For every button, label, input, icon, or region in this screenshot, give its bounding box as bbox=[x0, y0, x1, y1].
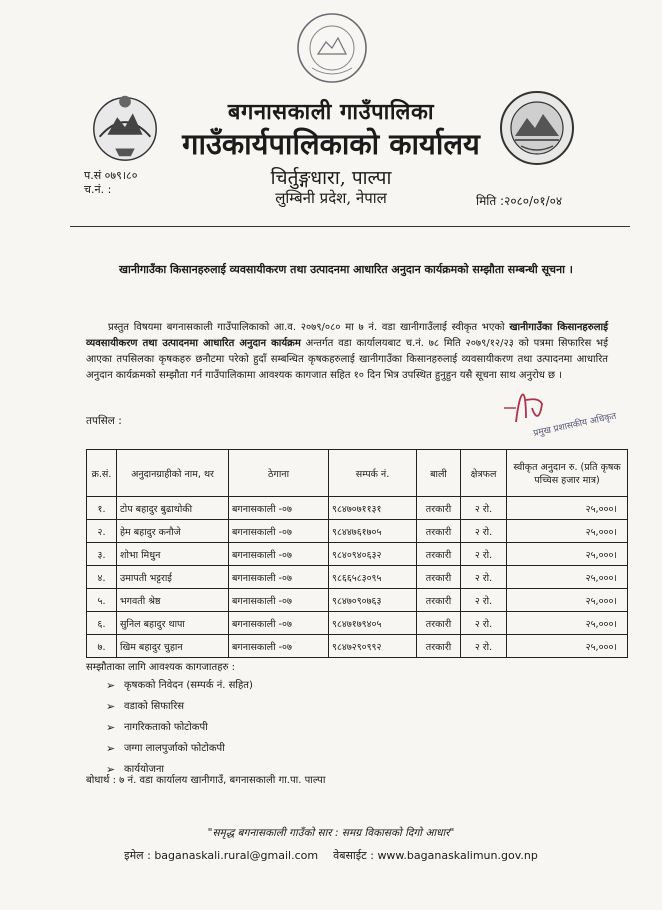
list-item: ➢ वडाको सिफारिस bbox=[106, 696, 253, 717]
cell-address: बगनासकाली -०७ bbox=[229, 589, 329, 612]
cell-address: बगनासकाली -०७ bbox=[229, 566, 329, 589]
office-province: लुम्बिनी प्रदेश, नेपाल bbox=[275, 189, 387, 207]
list-item: ➢ जग्गा लालपुर्जाको फोटोकपी bbox=[106, 738, 253, 759]
arrow-bullet-icon: ➢ bbox=[106, 699, 116, 713]
cell-sn: ४. bbox=[87, 566, 117, 589]
footer-slogan: "समृद्ध बगनासकाली गाउँको सार : समग्र विकासको दिगो आधार" bbox=[207, 827, 455, 839]
col-header-contact: सम्पर्क नं. bbox=[329, 450, 417, 497]
table-row bbox=[87, 520, 628, 543]
table-row bbox=[87, 566, 628, 589]
reference-number: प.सं ०७९।८० bbox=[84, 169, 138, 182]
cell-name: भगवती श्रेष्ठ bbox=[117, 589, 229, 612]
col-header-address: ठेगाना bbox=[229, 450, 329, 497]
cell-crop: तरकारी bbox=[417, 497, 461, 520]
cell-area: २ रो. bbox=[461, 566, 507, 589]
col-header-area: क्षेत्रफल bbox=[461, 450, 507, 497]
office-name: बगनासकाली गाउँपालिका bbox=[227, 99, 435, 125]
cell-crop: तरकारी bbox=[417, 612, 461, 635]
cell-contact: ९८६६५८३०९५ bbox=[329, 566, 417, 589]
footer-contact bbox=[0, 848, 662, 863]
cell-area: २ रो. bbox=[461, 635, 507, 658]
table-row bbox=[87, 635, 628, 658]
cell-address: बगनासकाली -०७ bbox=[229, 497, 329, 520]
dispatch-number: च.नं. : bbox=[84, 183, 112, 196]
cell-address: बगनासकाली -०७ bbox=[229, 543, 329, 566]
notice-subject: खानीगाउँका किसानहरुलाई व्यवसायीकरण तथा उत्पादनमा आधारित अनुदान कार्यक्रमको सम्झौता सम्बन्धी सूचना । bbox=[119, 263, 573, 276]
cell-contact: ९८४०९४०६३२ bbox=[329, 543, 417, 566]
document-date: मिति :२०८०/०१/०४ bbox=[476, 194, 563, 208]
cell-name: टोप बहादुर बुढाथोकी bbox=[117, 497, 229, 520]
cell-sn: ६. bbox=[87, 612, 117, 635]
cell-name: हेम बहादुर कनौजे bbox=[117, 520, 229, 543]
cell-name: सुनिल बहादुर थापा bbox=[117, 612, 229, 635]
copy-to-line: बोधार्थ : ७ नं. वडा कार्यालय खानीगाउँ, बगनासकाली गा.पा. पाल्पा bbox=[86, 775, 326, 786]
cell-grant: २५,०००। bbox=[507, 635, 628, 658]
cell-contact: ९८४४७६१७०५ bbox=[329, 520, 417, 543]
cell-grant: २५,०००। bbox=[507, 589, 628, 612]
office-place: चिर्तुङ्गधारा, पाल्पा bbox=[270, 167, 392, 189]
cell-area: २ रो. bbox=[461, 612, 507, 635]
cell-crop: तरकारी bbox=[417, 566, 461, 589]
cell-grant: २५,०००। bbox=[507, 543, 628, 566]
arrow-bullet-icon: ➢ bbox=[106, 762, 116, 776]
required-docs-title: सम्झौताका लागि आवश्यक कागजातहरु : bbox=[86, 662, 236, 673]
office-stamp-icon bbox=[292, 8, 372, 88]
body-text-part1: प्रस्तुत विषयमा बगनासकाली गाउँपालिकाको आ.व. २०७९/०८० मा ७ नं. वडा खानीगाउँलाई स्वीकृत भएको bbox=[108, 322, 510, 333]
cell-name: शोभा मिधुन bbox=[117, 543, 229, 566]
cell-grant: २५,०००। bbox=[507, 497, 628, 520]
arrow-bullet-icon: ➢ bbox=[106, 741, 116, 755]
table-row bbox=[87, 543, 628, 566]
table-row bbox=[87, 589, 628, 612]
cell-sn: ३. bbox=[87, 543, 117, 566]
col-header-grant: स्वीकृत अनुदान रु. (प्रति कृषक पच्चिस हजार मात्र) bbox=[507, 450, 628, 497]
cell-contact: ९८४७२९०९९२ bbox=[329, 635, 417, 658]
notice-body bbox=[86, 320, 608, 384]
cell-name: उमापती भट्टराई bbox=[117, 566, 229, 589]
body-text-part2: अन्तर्गत वडा कार्यालयबाट च.नं. ७८ मिति २०७९/१२/२३ को पत्रमा सिफारिस भई आएका तपसिलका कृषकहरु छनौटमा परेको हुदाँ सम्बन्धित कृषकहरुलाई खानीगाउँका किसानहरुलाई व्यवसायीकरण तथा उत्पादनमा आधारित अनुदान कार्यक्रमको सम्झौता गर्न गाउँपालिकामा आवश्यक कागजात सहित १० दिन भित्र उपस्थित हुनुहुन यसै सूचना साथ अनुरोध छ । bbox=[86, 338, 608, 381]
cell-contact: ९८४७१७९४०५ bbox=[329, 612, 417, 635]
cell-address: बगनासकाली -०७ bbox=[229, 520, 329, 543]
cell-sn: २. bbox=[87, 520, 117, 543]
website-label: वेबसाईट : bbox=[333, 849, 374, 862]
list-item: ➢ कार्ययोजना bbox=[106, 759, 253, 780]
cell-sn: ७. bbox=[87, 635, 117, 658]
details-label: तपसिल : bbox=[86, 415, 122, 427]
cell-crop: तरकारी bbox=[417, 520, 461, 543]
cell-contact: ९८४७०७११३१ bbox=[329, 497, 417, 520]
cell-crop: तरकारी bbox=[417, 635, 461, 658]
signature-title: प्रमुख प्रशासकीय अधिकृत bbox=[532, 411, 618, 439]
col-header-name: अनुदानग्राहीको नाम, थर bbox=[117, 450, 229, 497]
cell-name: खिम बहादुर चुहान bbox=[117, 635, 229, 658]
arrow-bullet-icon: ➢ bbox=[106, 720, 116, 734]
table-header-row bbox=[87, 450, 628, 497]
table-row bbox=[87, 612, 628, 635]
cell-area: २ रो. bbox=[461, 497, 507, 520]
cell-address: बगनासकाली -०७ bbox=[229, 635, 329, 658]
cell-address: बगनासकाली -०७ bbox=[229, 612, 329, 635]
arrow-bullet-icon: ➢ bbox=[106, 678, 116, 692]
list-item: ➢ नागरिकताको फोटोकपी bbox=[106, 717, 253, 738]
list-item: ➢ कृषकको निवेदन (सम्पर्क नं. सहित) bbox=[106, 675, 253, 696]
cell-crop: तरकारी bbox=[417, 543, 461, 566]
email-link[interactable]: baganaskali.rural@gmail.com bbox=[154, 849, 319, 862]
cell-area: २ रो. bbox=[461, 543, 507, 566]
cell-crop: तरकारी bbox=[417, 589, 461, 612]
cell-grant: २५,०००। bbox=[507, 520, 628, 543]
beneficiary-table bbox=[86, 449, 628, 658]
table-row bbox=[87, 497, 628, 520]
cell-grant: २५,०००। bbox=[507, 566, 628, 589]
website-link[interactable]: www.baganaskalimun.gov.np bbox=[377, 849, 538, 862]
col-header-sn: क्र.सं. bbox=[87, 450, 117, 497]
cell-contact: ९८४७०९०७६३ bbox=[329, 589, 417, 612]
office-title: गाउँकार्यपालिकाको कार्यालय bbox=[182, 127, 480, 161]
cell-area: २ रो. bbox=[461, 589, 507, 612]
cell-sn: ५. bbox=[87, 589, 117, 612]
required-docs-list bbox=[106, 675, 253, 780]
officer-signature bbox=[496, 378, 646, 442]
cell-sn: १. bbox=[87, 497, 117, 520]
cell-area: २ रो. bbox=[461, 520, 507, 543]
body-program-name: खानीगाउँका किसानहरुलाई व्यवसायीकरण तथा उत्पादनमा आधारित अनुदान कार्यक्रम bbox=[86, 322, 608, 349]
cell-grant: २५,०००। bbox=[507, 612, 628, 635]
email-label: इमेल : bbox=[124, 849, 151, 862]
col-header-crop: बाली bbox=[417, 450, 461, 497]
header-divider bbox=[70, 226, 630, 227]
